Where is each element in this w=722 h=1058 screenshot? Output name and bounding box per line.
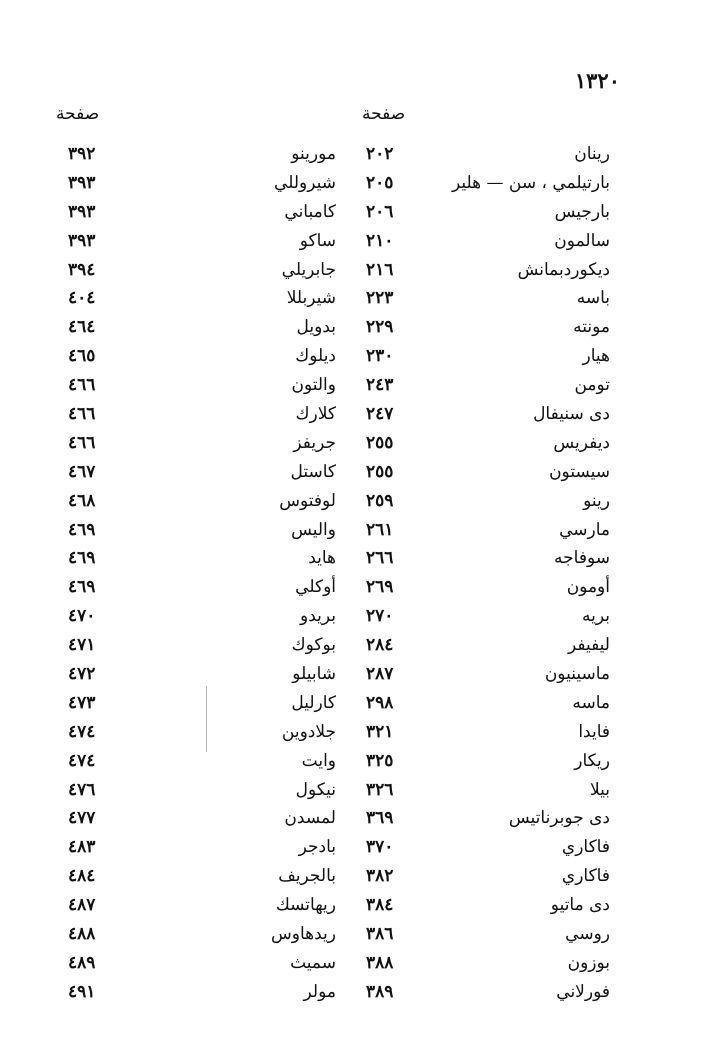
- entry-page-right: ٣٨٢: [366, 866, 394, 887]
- index-row: [0, 982, 722, 1011]
- entry-name-right: دى سنيفال: [533, 404, 610, 425]
- index-row: [0, 404, 722, 433]
- entry-name-left: واليس: [291, 519, 336, 540]
- column-header-left: صفحة: [56, 104, 100, 124]
- entry-page-left: ٤٦٩: [68, 577, 96, 598]
- entry-page-right: ٣٨٦: [366, 924, 394, 945]
- entry-page-right: ٢٦٩: [366, 577, 394, 598]
- index-row: [0, 780, 722, 809]
- entry-name-right: مارسي: [559, 519, 610, 540]
- entry-page-right: ٣٨٨: [366, 952, 394, 973]
- entry-page-right: ٢٢٣: [366, 288, 394, 309]
- entry-page-right: ٢٠٦: [366, 201, 394, 222]
- entry-page-right: ٢٤٧: [366, 404, 394, 425]
- entry-name-left: جابريلي: [281, 259, 336, 280]
- entry-page-right: ٢٧٠: [366, 606, 394, 627]
- entry-name-left: ريهاتسك: [275, 895, 336, 916]
- column-header-right: صفحة: [362, 104, 406, 124]
- index-row: [0, 837, 722, 866]
- entry-name-right: ديكوردبمانش: [517, 259, 610, 280]
- entry-page-left: ٤٦٥: [68, 346, 96, 367]
- index-row: [0, 577, 722, 606]
- entry-name-left: مولر: [303, 981, 336, 1002]
- entry-page-right: ٢٦٦: [366, 548, 394, 569]
- entry-name-right: تومن: [574, 375, 610, 396]
- entry-page-right: ٣٢٦: [366, 779, 394, 800]
- entry-name-right: فايدا: [578, 721, 610, 742]
- entry-name-left: كامباني: [284, 201, 336, 222]
- entry-name-right: ريكار: [574, 750, 610, 771]
- entry-name-left: شيروللي: [274, 172, 336, 193]
- entry-name-right: ديفريس: [553, 432, 610, 453]
- index-row: [0, 317, 722, 346]
- entry-page-right: ٢٨٧: [366, 664, 394, 685]
- entry-name-right: رينو: [583, 490, 610, 511]
- entry-name-left: ديلوك: [295, 346, 336, 367]
- entry-page-right: ٢٠٢: [366, 144, 394, 164]
- entry-page-left: ٤٧٢: [68, 664, 96, 685]
- entry-page-right: ٢٩٨: [366, 692, 394, 713]
- entry-name-left: ريدهاوس: [271, 924, 336, 945]
- entry-page-right: ٢٥٩: [366, 490, 394, 511]
- index-row: [0, 722, 722, 751]
- index-row: [0, 895, 722, 924]
- entry-page-left: ٤٧٤: [68, 750, 96, 771]
- index-row: [0, 288, 722, 317]
- entry-name-right: ليفيفر: [567, 635, 610, 656]
- entry-page-left: ٤٨٣: [68, 837, 96, 858]
- entry-name-right: ماسينيون: [544, 664, 610, 685]
- entry-name-right: دى ماتيو: [550, 895, 610, 916]
- entry-name-right: بريه: [582, 606, 610, 627]
- entry-name-left: بريدو: [300, 606, 336, 627]
- entry-name-right: بيلا: [589, 779, 610, 800]
- index-row: [0, 606, 722, 635]
- entry-name-left: نيكول: [295, 779, 336, 800]
- entry-page-left: ٤٩١: [68, 981, 96, 1002]
- index-row: [0, 491, 722, 520]
- entry-page-left: ٤٧١: [68, 635, 96, 656]
- entry-name-left: أوكلي: [295, 577, 336, 598]
- entry-page-left: ٤٦٦: [68, 432, 96, 453]
- entry-page-left: ٤٦٦: [68, 404, 96, 425]
- index-row: [0, 231, 722, 260]
- entry-name-left: جريفز: [293, 432, 336, 453]
- page-number: ١٣٢٠: [574, 68, 620, 93]
- entry-page-left: ٣٩٤: [68, 259, 96, 280]
- index-row: [0, 866, 722, 895]
- entry-name-left: وايت: [301, 750, 336, 771]
- index-row: [0, 375, 722, 404]
- entry-page-right: ٣٨٤: [366, 895, 394, 916]
- entry-name-right: روسي: [565, 924, 610, 945]
- entry-name-left: بادجر: [298, 837, 336, 858]
- entry-page-right: ٢٦١: [366, 519, 394, 540]
- index-row: [0, 924, 722, 953]
- entry-name-right: بارجيس: [554, 201, 610, 222]
- entry-page-left: ٤٨٤: [68, 866, 96, 887]
- entry-page-left: ٤٦٧: [68, 461, 96, 482]
- entry-page-left: ٤٧٧: [68, 808, 96, 829]
- entry-page-right: ٣٧٠: [366, 837, 394, 858]
- entry-page-left: ٤٧٣: [68, 692, 96, 713]
- entry-name-right: فاكاري: [561, 866, 610, 887]
- entry-page-left: ٤٨٨: [68, 924, 96, 945]
- index-row: [0, 751, 722, 780]
- index-row: [0, 808, 722, 837]
- index-table: [0, 144, 722, 1011]
- entry-page-right: ٢٣٠: [366, 346, 394, 367]
- entry-name-right: دى جوبرناتيس: [508, 808, 610, 829]
- entry-page-right: ٢١٦: [366, 259, 394, 280]
- entry-name-right: بوزون: [567, 952, 610, 973]
- entry-name-right: باسه: [576, 288, 610, 309]
- entry-page-left: ٣٩٣: [68, 230, 96, 251]
- entry-page-right: ٢٥٥: [366, 461, 394, 482]
- entry-name-left: والتون: [291, 375, 336, 396]
- entry-name-right: سوفاجه: [554, 548, 610, 569]
- entry-name-right: هيار: [582, 346, 610, 367]
- entry-name-left: جلادوين: [281, 721, 336, 742]
- entry-page-left: ٤٦٩: [68, 519, 96, 540]
- entry-name-left: بوكوك: [291, 635, 336, 656]
- index-row: [0, 260, 722, 289]
- entry-page-left: ٤٧٠: [68, 606, 96, 627]
- entry-name-left: بدويل: [296, 317, 336, 338]
- entry-page-left: ٤٨٩: [68, 952, 96, 973]
- index-row: [0, 520, 722, 549]
- entry-name-left: مورينو: [291, 144, 336, 164]
- entry-name-left: هايد: [308, 548, 336, 569]
- entry-name-left: كاستل: [290, 461, 336, 482]
- index-row: [0, 548, 722, 577]
- entry-page-left: ٤٦٩: [68, 548, 96, 569]
- entry-name-left: بالجريف: [278, 866, 336, 887]
- entry-name-left: سميث: [290, 952, 336, 973]
- index-row: [0, 346, 722, 375]
- entry-page-right: ٢٤٣: [366, 375, 394, 396]
- index-row: [0, 664, 722, 693]
- entry-page-left: ٤٠٤: [68, 288, 96, 309]
- entry-page-left: ٤٨٧: [68, 895, 96, 916]
- entry-name-right: ماسه: [572, 692, 610, 713]
- entry-name-right: سيستون: [549, 461, 610, 482]
- entry-page-left: ٣٩٢: [68, 144, 96, 164]
- entry-page-right: ٢٠٥: [366, 172, 394, 193]
- index-row: [0, 202, 722, 231]
- entry-name-left: لوفتوس: [279, 490, 336, 511]
- entry-page-left: ٤٦٨: [68, 490, 96, 511]
- entry-page-left: ٤٧٦: [68, 779, 96, 800]
- entry-page-right: ٢٥٥: [366, 432, 394, 453]
- entry-page-right: ٢٨٤: [366, 635, 394, 656]
- entry-name-left: كارليل: [291, 692, 336, 713]
- entry-name-right: أومون: [566, 577, 610, 598]
- entry-page-right: ٣٦٩: [366, 808, 394, 829]
- index-row: [0, 433, 722, 462]
- entry-name-right: فورلاني: [556, 981, 610, 1002]
- entry-page-right: ٢١٠: [366, 230, 394, 251]
- entry-name-left: شيربللا: [286, 288, 336, 309]
- index-row: [0, 635, 722, 664]
- entry-page-left: ٣٩٣: [68, 201, 96, 222]
- entry-name-right: سالمون: [554, 230, 610, 251]
- entry-name-right: فاكاري: [561, 837, 610, 858]
- entry-name-left: كلارك: [295, 404, 336, 425]
- entry-name-right: رينان: [574, 144, 610, 164]
- entry-name-right: بارتيلمي ، سن — هلير: [452, 172, 610, 193]
- entry-name-left: لمسدن: [284, 808, 336, 829]
- entry-page-left: ٤٧٤: [68, 721, 96, 742]
- entry-page-right: ٣٢٥: [366, 750, 394, 771]
- column-divider: [206, 686, 207, 752]
- index-row: [0, 144, 722, 173]
- index-row: [0, 953, 722, 982]
- entry-page-left: ٤٦٤: [68, 317, 96, 338]
- index-row: [0, 173, 722, 202]
- entry-name-right: مونته: [573, 317, 610, 338]
- entry-page-left: ٤٦٦: [68, 375, 96, 396]
- index-row: [0, 462, 722, 491]
- entry-name-left: شابيلو: [292, 664, 336, 685]
- entry-page-right: ٣٢١: [366, 721, 394, 742]
- entry-name-left: ساكو: [299, 230, 336, 251]
- entry-page-right: ٢٢٩: [366, 317, 394, 338]
- entry-page-left: ٣٩٣: [68, 172, 96, 193]
- index-row: [0, 693, 722, 722]
- entry-page-right: ٣٨٩: [366, 981, 394, 1002]
